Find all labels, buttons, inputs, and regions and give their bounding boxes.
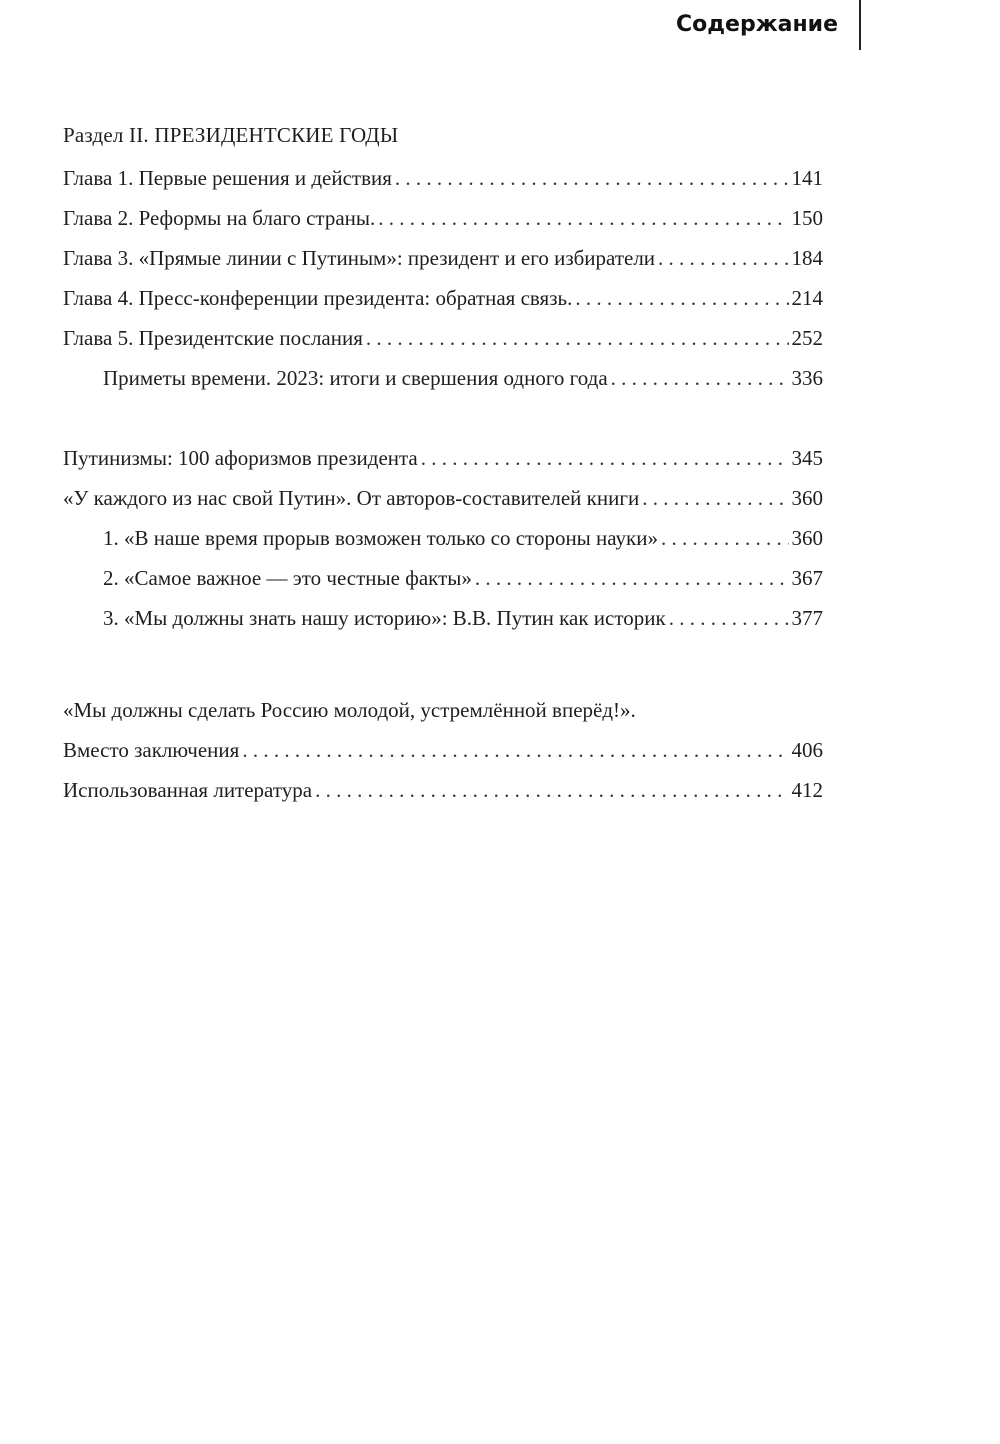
entry-label: Глава 1. Первые решения и действия [63,166,392,190]
entry-label: Вместо заключения [63,738,240,762]
entry-label: Глава 4. Пресс-конференции президента: обратная связь. [63,286,573,310]
toc-entry-putinisms[interactable] [63,438,823,478]
entry-label: Приметы времени. 2023: итоги и свершения одного года [103,366,608,390]
entry-page: 336 [791,366,823,390]
dot-leader [669,598,789,638]
toc-entry-chapter-1[interactable] [63,158,823,198]
dot-leader [475,558,789,598]
toc-entry-bibliography[interactable] [63,770,823,810]
entry-page: 412 [791,778,823,802]
entry-label: Глава 3. «Прямые линии с Путиным»: президент и его избиратели [63,246,656,270]
entry-page: 252 [791,326,823,350]
section-heading: Раздел II. ПРЕЗИДЕНТСКИЕ ГОДЫ [63,123,399,147]
dot-leader [575,278,788,318]
toc-entry-from-authors[interactable] [63,478,823,518]
toc-entry-chapter-5[interactable] [63,318,823,358]
entry-label: Глава 2. Реформы на благо страны. [63,206,376,230]
dot-leader [661,518,789,558]
toc-entry-sub-2[interactable] [63,558,823,598]
toc-entry-signs-of-time[interactable] [63,358,823,398]
entry-label: Путинизмы: 100 афоризмов президента [63,446,418,470]
dot-leader [315,770,788,810]
entry-label: 3. «Мы должны знать нашу историю»: В.В. Путин как историк [103,606,666,630]
dot-leader [658,238,788,278]
header-rule [859,0,861,50]
entry-label: 2. «Самое важное — это честные факты» [103,566,472,590]
toc-entry-conclusion-title: «Мы должны сделать Россию молодой, устремлённой вперёд!». [63,698,636,722]
toc-entry-sub-1[interactable] [63,518,823,558]
dot-leader [611,358,789,398]
entry-page: 377 [791,606,823,630]
entry-label: 1. «В наше время прорыв возможен только со стороны науки» [103,526,658,550]
entry-page: 360 [791,486,823,510]
dot-leader [421,438,789,478]
dot-leader [242,730,788,770]
dot-leader [642,478,788,518]
entry-page: 214 [791,286,823,310]
toc-entry-chapter-2[interactable] [63,198,823,238]
dot-leader [366,318,789,358]
dot-leader [395,158,789,198]
entry-page: 406 [791,738,823,762]
running-header-title: Содержание [676,12,838,37]
dot-leader [378,198,788,238]
entry-page: 345 [791,446,823,470]
entry-page: 184 [791,246,823,270]
entry-page: 360 [791,526,823,550]
toc-entry-chapter-3[interactable] [63,238,823,278]
entry-label: «У каждого из нас свой Путин». От авторов-составителей книги [63,486,640,510]
toc-entry-conclusion[interactable] [63,730,823,770]
entry-label: Глава 5. Президентские послания [63,326,363,350]
entry-page: 141 [791,166,823,190]
toc-entry-sub-3[interactable] [63,598,823,638]
toc-entry-chapter-4[interactable] [63,278,823,318]
table-of-contents [63,118,823,810]
entry-label: Использованная литература [63,778,313,802]
entry-page: 150 [791,206,823,230]
entry-page: 367 [791,566,823,590]
